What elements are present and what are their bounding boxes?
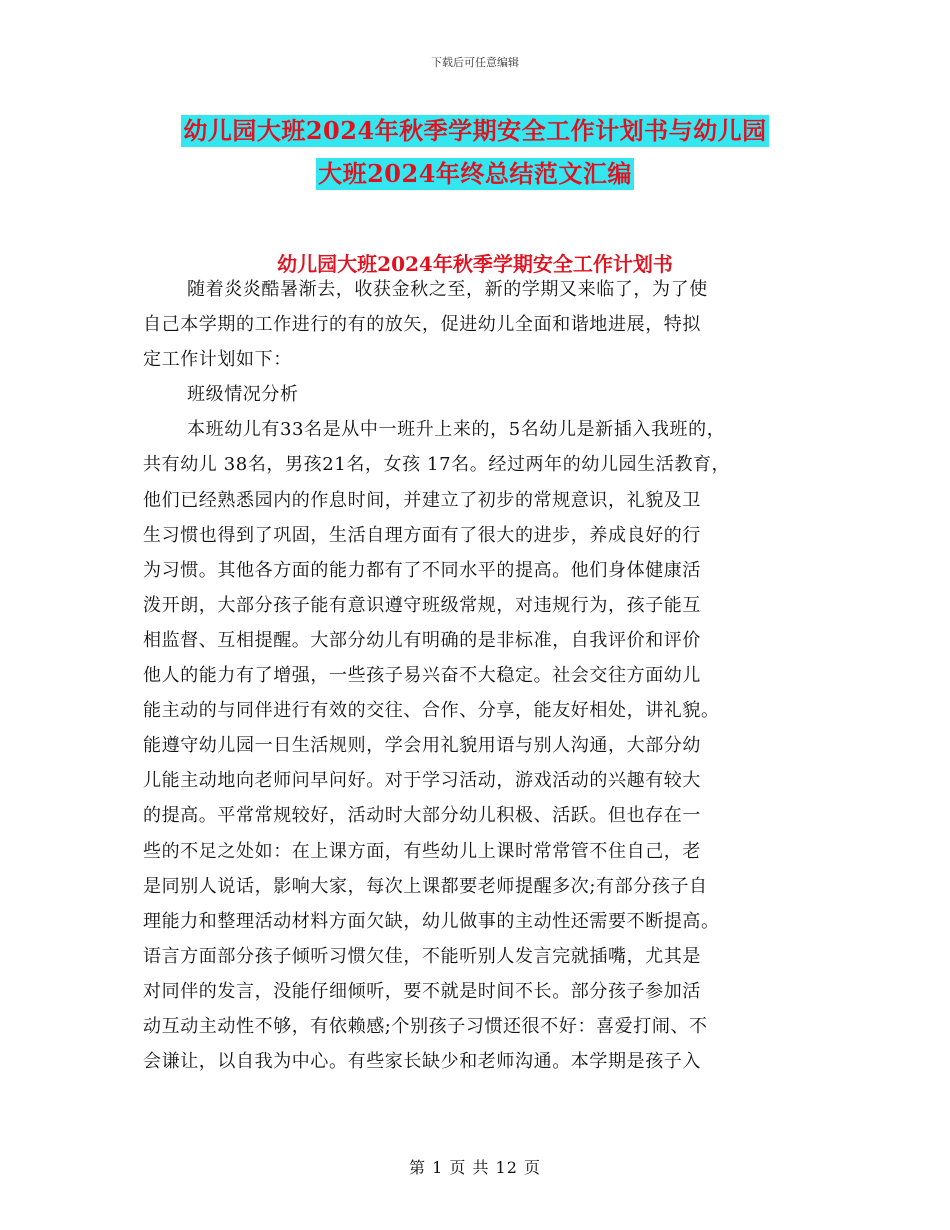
main-title-text-1: 幼儿园大班2024年秋季学期安全工作计划书与幼儿园 <box>183 116 767 145</box>
paragraph-line: 的提高。平常常规较好，活动时大部分幼儿积极、活跃。但也存在一 <box>143 805 701 827</box>
paragraph-line: 共有幼儿 38名，男孩21名，女孩 17名。经过两年的幼儿园生活教育， <box>143 454 731 476</box>
paragraph-line: 能遵守幼儿园一日生活规则，学会用礼貌用语与别人沟通，大部分幼 <box>143 735 701 757</box>
paragraph-line: 随着炎炎酷暑渐去，收获金秋之至，新的学期又来临了，为了使 <box>187 279 708 300</box>
page-footer: 第 1 页 共 12 页 <box>409 1158 541 1177</box>
paragraph-line: 儿能主动地向老师问早问好。对于学习活动，游戏活动的兴趣有较大 <box>143 770 701 792</box>
body-text <box>143 272 833 1079</box>
paragraph-line: 定工作计划如下： <box>143 349 292 371</box>
paragraph-line: 会谦让，以自我为中心。有些家长缺少和老师沟通。本学期是孩子入 <box>143 1051 701 1073</box>
subheading-line: 班级情况分析 <box>187 384 299 406</box>
paragraph-line: 能主动的与同伴进行有效的交往、合作、分享，能友好相处，讲礼貌。 <box>143 700 720 722</box>
main-title-line-1 <box>0 115 950 147</box>
paragraph-line: 对同伴的发言，没能仔细倾听，要不就是时间不长。部分孩子参加活 <box>143 980 701 1002</box>
paragraph-line: 动互动主动性不够，有依赖感;个别孩子习惯还很不好：喜爱打闹、不 <box>143 1015 708 1037</box>
main-title-text-2: 大班2024年终总结范文汇编 <box>318 159 632 188</box>
section-title: 幼儿园大班2024年秋季学期安全工作计划书 <box>277 252 673 276</box>
paragraph-line: 为习惯。其他各方面的能力都有了不同水平的提高。他们身体健康活 <box>143 559 701 581</box>
paragraph-line: 些的不足之处如：在上课方面，有些幼儿上课时常常管不住自己，老 <box>143 840 701 862</box>
paragraph-line: 是同别人说话，影响大家，每次上课都要老师提醒多次;有部分孩子自 <box>143 875 708 897</box>
paragraph-line: 语言方面部分孩子倾听习惯欠佳，不能听别人发言完就插嘴，尤其是 <box>143 945 701 967</box>
paragraph-line: 自己本学期的工作进行的有的放矢，促进幼儿全面和谐地进展，特拟 <box>143 314 701 336</box>
paragraph-line: 生习惯也得到了巩固，生活自理方面有了很大的进步，养成良好的行 <box>143 524 701 546</box>
main-title-line-2 <box>0 158 950 190</box>
paragraph-line: 相监督、互相提醒。大部分幼儿有明确的是非标准，自我评价和评价 <box>143 629 701 651</box>
header-note: 下载后可任意编辑 <box>431 56 519 69</box>
paragraph-line: 他人的能力有了增强，一些孩子易兴奋不大稳定。社会交往方面幼儿 <box>143 665 701 687</box>
paragraph-line: 本班幼儿有33名是从中一班升上来的，5名幼儿是新插入我班的， <box>187 419 726 441</box>
paragraph-line: 理能力和整理活动材料方面欠缺，幼儿做事的主动性还需要不断提高。 <box>143 910 720 932</box>
paragraph-line: 他们已经熟悉园内的作息时间，并建立了初步的常规意识，礼貌及卫 <box>143 489 701 511</box>
paragraph-line: 泼开朗，大部分孩子能有意识遵守班级常规，对违规行为，孩子能互 <box>143 594 701 616</box>
